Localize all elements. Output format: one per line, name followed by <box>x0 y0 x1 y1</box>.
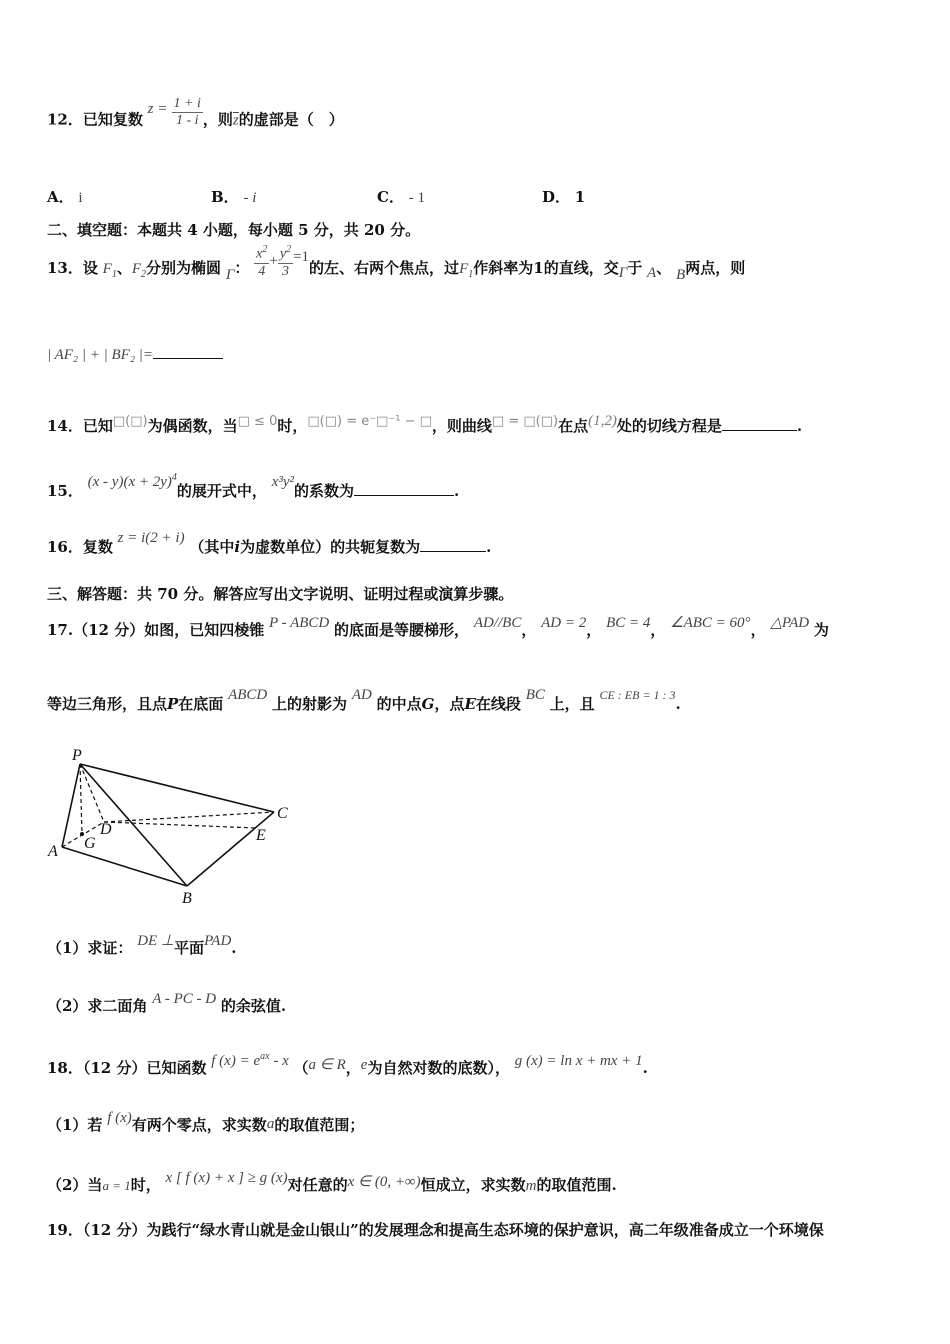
q13-number: 13． <box>47 258 83 277</box>
q14-curve: □ = □(□) <box>491 414 559 429</box>
q13-text-5: 的直线，交 <box>543 258 619 277</box>
label-a: A <box>48 843 58 860</box>
q17-e: E <box>464 695 476 713</box>
q14-f: □(□) <box>112 414 148 429</box>
q18-text-4: . <box>642 1059 648 1077</box>
q17-l2-d: 的中点 <box>376 695 422 713</box>
q18-g: g (x) = ln x + mx + 1 <box>514 1053 643 1069</box>
q17-line-2 <box>47 687 681 715</box>
q14-end: . <box>796 417 803 435</box>
section-3-heading: 三、解答题：共 70 分。解答应写出文字说明、证明过程或演算步骤。 <box>47 585 514 603</box>
q12-option-d[interactable] <box>542 186 585 207</box>
q17-p1-a: （1）求证： <box>47 939 133 957</box>
q17-angle: ∠ABC = 60° <box>670 615 751 631</box>
edge-bc <box>187 812 274 886</box>
q12-option-c[interactable] <box>377 186 425 207</box>
label-e: E <box>256 827 266 844</box>
edge-pc <box>80 764 274 812</box>
q18-f: f $(x) = e^{ax} - x$ <box>211 1051 289 1069</box>
label-g: G <box>84 835 96 852</box>
q14-line <box>47 413 803 438</box>
q17-l2-e: ，点 <box>434 695 465 713</box>
q14-text-1: 已知 <box>82 417 113 435</box>
section-2-heading: 二、填空题：本题共 4 小题，每小题 5 分，共 20 分。 <box>47 221 421 239</box>
q17-l2-c: 上的射影为 <box>272 695 348 713</box>
q13-text-6: 于 <box>627 258 643 277</box>
q18-a-in-r: a ∈ R <box>308 1057 346 1073</box>
q18-text-3: 为自然对数的底数）， <box>367 1059 510 1077</box>
q13-plus: + <box>269 252 278 269</box>
q13-text-4: 作斜率为 <box>473 258 534 277</box>
q13-f2: $F_2$ <box>131 260 147 280</box>
q16-answer-blank[interactable] <box>420 537 486 552</box>
q13-line-2 <box>47 344 223 365</box>
q13-sep2: 、 <box>656 258 672 277</box>
q18-e: e <box>360 1057 368 1073</box>
q17-line-1 <box>47 615 829 641</box>
q17-l2-h: . <box>675 695 681 713</box>
q13-text-7: 两点，则 <box>685 258 746 277</box>
q12-text-1: 已知复数 <box>82 110 143 129</box>
q14-text-6: 处的切线方程是 <box>616 417 722 435</box>
q19-line: 19．（12 分）为践行“绿水青山就是金山银山”的发展理念和提高生态环境的保护意识，高二年级准备成立一个环境保 <box>47 1221 824 1239</box>
q13-text-1: 设 <box>82 258 98 277</box>
q17-pad: PAD <box>204 933 232 949</box>
q12-option-b-value: - i <box>243 190 257 206</box>
q12-line <box>47 96 344 154</box>
q17-ad: AD = 2 <box>541 615 587 631</box>
q12-option-a[interactable] <box>47 186 83 207</box>
q12-fraction <box>172 96 203 129</box>
q17-pyramid: P - ABCD <box>268 615 330 631</box>
q13-slope: 1 <box>533 258 544 277</box>
q18-line-1 <box>47 1051 648 1079</box>
q17-comma-3: ， <box>650 621 666 639</box>
q18-a: a <box>266 1116 275 1132</box>
q17-l2-b: 在底面 <box>178 695 224 713</box>
q14-number: 14． <box>47 417 83 435</box>
q16-number: 16． <box>47 538 83 556</box>
q12-frac-den: 1 - i <box>175 113 199 128</box>
q16-text-1: 复数 <box>82 538 113 556</box>
q12-z: z <box>147 100 154 117</box>
q14-expr: □(□) = e⁻□⁻¹ − □ <box>307 414 432 429</box>
q12-option-c-value: - 1 <box>408 190 425 206</box>
q18-a-eq-1: a = 1 <box>102 1178 131 1193</box>
q18-text-1: （ <box>293 1059 309 1077</box>
q18-domain: x ∈ (0, +∞) <box>347 1174 421 1190</box>
label-b: B <box>182 890 192 907</box>
q17-p2-b: 的余弦值. <box>220 997 287 1015</box>
q16-i: i <box>234 538 241 556</box>
q12-option-a-value: i <box>78 190 83 206</box>
q17-comma-4: ， <box>750 621 766 639</box>
q17-part-1 <box>47 933 237 959</box>
q17-triangle: △PAD <box>770 615 810 631</box>
q17-l2-f: 在线段 <box>475 695 521 713</box>
q15-answer-blank[interactable] <box>354 481 454 496</box>
q17-l2-a: 等边三角形，且点 <box>47 695 168 713</box>
q18-text-2: ， <box>345 1059 361 1077</box>
q13-text-3: 的左、右两个焦点，过 <box>309 258 460 277</box>
q14-answer-blank[interactable] <box>722 416 797 431</box>
q16-end: . <box>486 538 492 556</box>
q17-text-2: 为 <box>813 621 829 639</box>
q13-line <box>47 244 746 300</box>
q14-text-4: ，则曲线 <box>431 417 492 435</box>
q18-p2-c: 对任意的 <box>287 1176 348 1194</box>
q17-p: P <box>167 695 179 713</box>
q18-number: 18．（12 分）已知函数 <box>47 1059 207 1077</box>
q13-expr: | AF₂ | + | BF₂ |= <box>47 347 154 363</box>
q13-a: A <box>647 264 657 281</box>
q18-m: m <box>525 1178 537 1194</box>
q17-ad-seg: AD <box>351 687 372 703</box>
q12-option-d-label: D． <box>542 188 571 206</box>
q12-eq: = <box>158 100 167 117</box>
q13-b: B <box>676 266 686 283</box>
q17-bc-seg: BC <box>525 687 545 703</box>
edge-pb <box>80 764 187 886</box>
q13-x-fraction: $\frac{x^2}{4}$ <box>256 244 268 279</box>
q17-parallel: AD//BC <box>473 615 522 631</box>
q14-text-2: 为偶函数，当 <box>147 417 238 435</box>
q15-text-1: 的展开式中， <box>176 482 267 500</box>
q17-g: G <box>421 695 435 713</box>
edge-pa <box>62 764 80 847</box>
q17-comma-2: ， <box>586 621 602 639</box>
q18-part-2 <box>47 1170 617 1196</box>
q12-number: 12． <box>47 110 83 129</box>
q17-number: 17.（12 分）如图，已知四棱锥 <box>47 621 265 639</box>
q13-f1: $F_1$ <box>102 260 117 280</box>
q13-sep: 、 <box>116 258 132 277</box>
q17-p1-c: . <box>231 939 237 957</box>
q12-frac-num: 1 + i <box>173 96 201 111</box>
edge-pg <box>80 764 82 834</box>
q12-text-3: 的虚部是（ ） <box>238 110 344 129</box>
q14-text-3: 时， <box>277 417 308 435</box>
q12-option-a-label: A． <box>47 188 74 206</box>
q17-p2-a: （2）求二面角 <box>47 997 148 1015</box>
q16-text-2: （其中 <box>189 538 235 556</box>
q16-text-3: 为虚数单位）的共轭复数为 <box>240 538 421 556</box>
q18-inequality: x [ f (x) + x ] ≥ g (x) <box>165 1170 288 1186</box>
q15-number: 15． <box>47 482 83 500</box>
q13-text-2: 分别为椭圆 <box>146 258 222 277</box>
q13-colon: ： <box>234 258 250 277</box>
q12-option-c-label: C． <box>377 188 404 206</box>
q15-end: . <box>454 482 460 500</box>
q12-zbar: $\overline{z}$ <box>232 112 239 129</box>
q17-ratio: CE : EB = 1 : 3 <box>599 688 676 702</box>
q17-abcd: ABCD <box>228 687 268 703</box>
q17-l2-g: 上，且 <box>549 695 595 713</box>
q17-bc: BC = 4 <box>606 615 651 631</box>
q18-fx: f (x) <box>107 1110 132 1126</box>
q15-expr: $(x - y)(x + 2y)^4$ <box>87 472 177 490</box>
q18-p1-c: 的取值范围； <box>274 1116 365 1134</box>
q17-dihedral: A - PC - D <box>152 991 217 1007</box>
q18-p2-d: 恒成立，求实数 <box>420 1176 526 1194</box>
q13-eq1: =1 <box>293 248 310 265</box>
q13-gamma: Γ <box>225 266 235 283</box>
q15-line <box>47 472 460 502</box>
edge-ab <box>62 847 187 886</box>
q12-option-b[interactable] <box>211 186 256 207</box>
q18-p2-a: （2）当 <box>47 1176 103 1194</box>
q17-p1-b: 平面 <box>174 939 205 957</box>
q18-p2-e: 的取值范围. <box>536 1176 617 1194</box>
label-d: D <box>100 821 112 838</box>
pyramid-figure <box>44 744 304 909</box>
q13-gamma-b: Γ <box>618 264 628 281</box>
q18-p1-b: 有两个零点，求实数 <box>131 1116 267 1134</box>
q15-term: x³y² <box>271 474 294 490</box>
q18-p2-b: 时， <box>130 1176 161 1194</box>
q18-part-1 <box>47 1110 365 1136</box>
q13-answer-blank[interactable] <box>153 344 223 359</box>
q14-cond: □ ≤ 0 <box>237 414 278 429</box>
q14-point: (1,2) <box>588 413 617 429</box>
q16-expr: z = i(2 + i) <box>117 530 185 546</box>
q13-y-fraction: $\frac{y^2}{3}$ <box>279 244 292 279</box>
q16-line <box>47 530 492 558</box>
edge-de <box>104 822 256 828</box>
q12-option-b-label: B． <box>211 188 239 206</box>
q12-option-d-value: 1 <box>574 188 586 206</box>
q17-de: DE ⊥ <box>137 933 175 949</box>
label-c: C <box>277 805 288 822</box>
q18-p1-a: （1）若 <box>47 1116 103 1134</box>
q13-f1-b: $F_1$ <box>459 260 474 280</box>
q15-text-2: 的系数为 <box>294 482 355 500</box>
label-p: P <box>72 747 82 764</box>
q17-part-2 <box>47 991 287 1017</box>
q14-text-5: 在点 <box>558 417 589 435</box>
q17-comma-1: ， <box>521 621 537 639</box>
q12-text-2: ，则 <box>202 110 233 129</box>
edge-pd <box>80 764 104 822</box>
q17-text-1: 的底面是等腰梯形， <box>334 621 470 639</box>
